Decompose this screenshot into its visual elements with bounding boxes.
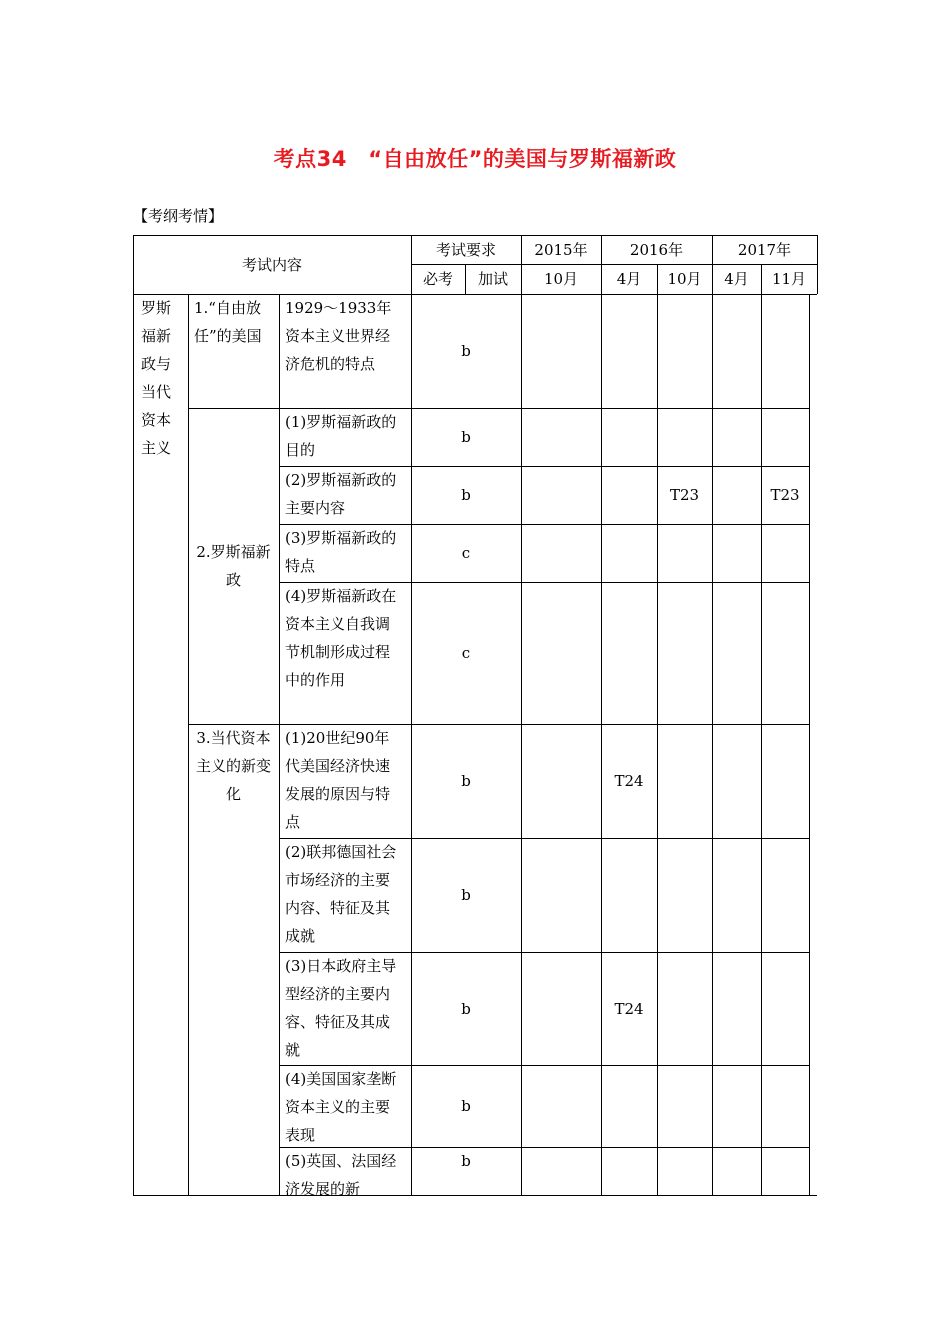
row-exam-cell xyxy=(657,408,712,466)
row-exam-cell xyxy=(761,408,809,466)
section-label: 【考纲考情】 xyxy=(133,207,224,225)
row-level-cell: c xyxy=(461,544,471,562)
row-exam-cell xyxy=(712,952,761,1065)
row-exam-cell xyxy=(601,582,657,724)
row-exam-cell xyxy=(657,724,712,838)
row-exam-cell xyxy=(657,1065,712,1147)
row-exam-cell xyxy=(712,408,761,466)
header-year-2015: 2015年 xyxy=(534,240,588,259)
row-exam-cell xyxy=(761,724,809,838)
row-exam-cell xyxy=(521,294,601,408)
row-exam-cell xyxy=(521,1065,601,1147)
row-exam-cell xyxy=(657,294,712,408)
row-exam-cell xyxy=(712,838,761,952)
row-level-cell: b xyxy=(461,342,471,360)
row-exam-cell xyxy=(761,1065,809,1147)
row-level-cell: b xyxy=(461,886,471,904)
row-exam-cell xyxy=(761,1147,809,1195)
row-item-cell: (4)美国国家垄断资本主义的主要表现 xyxy=(285,1070,397,1144)
row-exam-cell xyxy=(521,408,601,466)
row-item-cell: (2)罗斯福新政的主要内容 xyxy=(285,471,397,517)
header-month-2017-11: 11月 xyxy=(771,270,807,288)
row-item-cell: 1929～1933年资本主义世界经济危机的特点 xyxy=(285,299,392,373)
header-year-2017: 2017年 xyxy=(737,240,792,259)
header-extra: 加试 xyxy=(477,270,508,288)
row-exam-cell xyxy=(761,294,809,408)
row-exam-cell: T23 xyxy=(669,486,700,504)
row-exam-cell xyxy=(601,1147,657,1195)
group-2-cell: 2.罗斯福新政 xyxy=(196,543,271,589)
header-exam-content: 考试内容 xyxy=(241,255,302,274)
group-1-cell: 1.“自由放任”的美国 xyxy=(194,299,262,345)
body-rule xyxy=(809,294,810,1195)
row-exam-cell: T23 xyxy=(770,486,800,504)
row-exam-cell: T24 xyxy=(614,772,644,790)
row-level-cell: b xyxy=(461,486,471,504)
row-exam-cell: T24 xyxy=(614,999,644,1018)
row-level-cell: b xyxy=(461,999,471,1018)
row-exam-cell xyxy=(712,466,761,524)
table-bottom-rule xyxy=(133,1195,817,1196)
row-level-cell: c xyxy=(461,644,471,662)
row-item-cell: (2)联邦德国社会市场经济的主要内容、特征及其成就 xyxy=(285,843,397,945)
row-exam-cell xyxy=(761,838,809,952)
row-level-cell: b xyxy=(461,428,471,446)
row-exam-cell xyxy=(657,582,712,724)
row-exam-cell xyxy=(521,466,601,524)
header-rule xyxy=(817,235,818,294)
header-exam-requirement: 考试要求 xyxy=(435,240,496,259)
group-3-cell: 3.当代资本主义的新变化 xyxy=(196,729,272,803)
row-exam-cell xyxy=(657,1147,712,1195)
row-exam-cell xyxy=(521,524,601,582)
header-month-2017-4: 4月 xyxy=(724,270,749,288)
row-exam-cell xyxy=(521,724,601,838)
row-exam-cell xyxy=(521,582,601,724)
row-exam-cell xyxy=(712,724,761,838)
header-required: 必考 xyxy=(422,270,453,288)
row-exam-cell xyxy=(712,1147,761,1195)
header-month-2016-4: 4月 xyxy=(616,270,642,288)
row-exam-cell xyxy=(521,1147,601,1195)
header-year-2016: 2016年 xyxy=(629,240,684,259)
topic-cell: 罗斯福新政与当代资本主义 xyxy=(141,299,172,457)
row-exam-cell xyxy=(601,1065,657,1147)
header-month-2015-10: 10月 xyxy=(543,270,579,288)
row-item-cell: (5)英国、法国经济发展的新 xyxy=(285,1152,397,1198)
row-item-cell: (1)罗斯福新政的目的 xyxy=(285,413,397,459)
row-exam-cell xyxy=(601,466,657,524)
row-exam-cell xyxy=(712,294,761,408)
row-exam-cell xyxy=(657,838,712,952)
row-item-cell: (3)罗斯福新政的特点 xyxy=(285,529,397,575)
row-exam-cell xyxy=(521,838,601,952)
row-exam-cell xyxy=(601,524,657,582)
row-exam-cell xyxy=(712,524,761,582)
row-exam-cell xyxy=(601,294,657,408)
row-exam-cell xyxy=(521,952,601,1065)
row-exam-cell xyxy=(761,952,809,1065)
row-item-cell: (3)日本政府主导型经济的主要内容、特征及其成就 xyxy=(285,957,397,1059)
row-level-cell: b xyxy=(461,1097,471,1115)
row-exam-cell xyxy=(761,582,809,724)
row-exam-cell xyxy=(601,838,657,952)
row-exam-cell xyxy=(712,1065,761,1147)
row-exam-cell xyxy=(712,582,761,724)
row-level-cell: b xyxy=(461,772,471,790)
row-item-cell: (1)20世纪90年代美国经济快速发展的原因与特点 xyxy=(285,729,391,831)
row-exam-cell xyxy=(761,524,809,582)
row-exam-cell xyxy=(657,952,712,1065)
row-exam-cell xyxy=(601,408,657,466)
row-exam-cell xyxy=(657,524,712,582)
header-month-2016-10: 10月 xyxy=(667,270,702,288)
row-item-cell: (4)罗斯福新政在资本主义自我调节机制形成过程中的作用 xyxy=(285,587,397,689)
page-title: 考点34 “自由放任”的美国与罗斯福新政 xyxy=(273,147,677,171)
row-level-cell: b xyxy=(461,1152,471,1170)
